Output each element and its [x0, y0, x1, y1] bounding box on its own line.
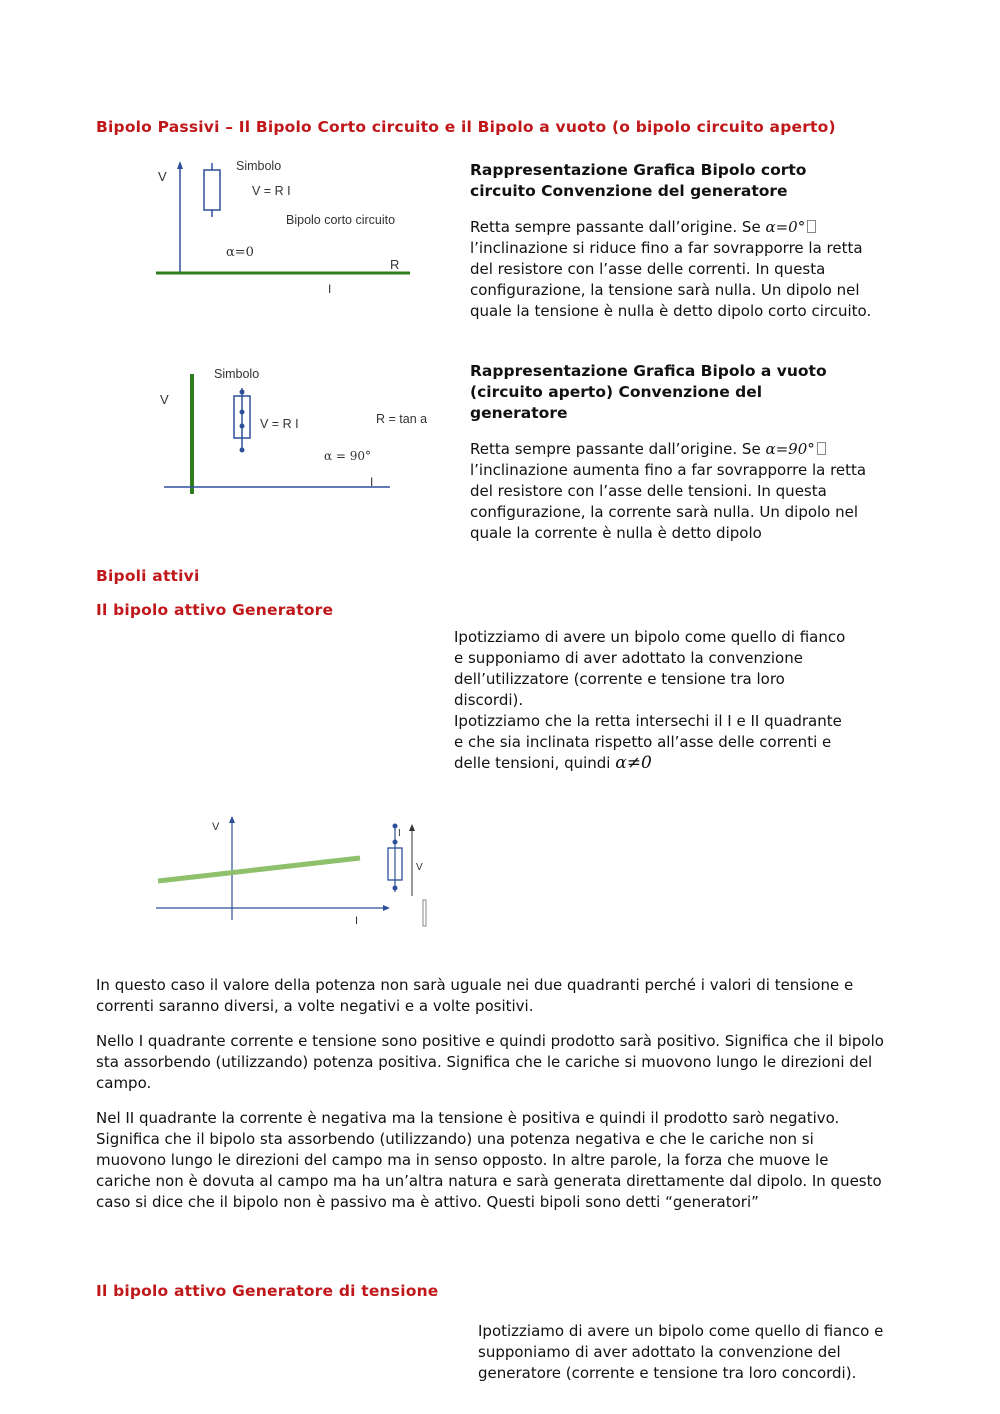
bipolo-name-label: Bipolo corto circuito	[286, 213, 396, 227]
i-label: I	[328, 282, 332, 296]
paragraph-2: Nello I quadrante corrente e tensione sono positive e quindi prodotto sarà positivo. Significa che il bipolo sta assorbendo (utilizzando) potenza positiva. Significa che le cariche si muovono lungo le direzioni del campo.	[96, 1032, 884, 1092]
v-label: V	[160, 392, 169, 407]
generator-math: α≠0	[615, 753, 652, 773]
alpha-label: α=0	[226, 245, 254, 260]
alpha-label: α = 90°	[324, 449, 372, 463]
generator-paragraph	[454, 627, 854, 774]
generator-text-1: Ipotizziamo di avere un bipolo come quello di fianco e supponiamo di aver adottato la convenzione dell’utilizzatore (corrente e tensione tra loro discordi).	[454, 628, 846, 709]
v-label: V	[212, 821, 220, 833]
paragraph-1: In questo caso il valore della potenza non sarà uguale nei due quadranti perché i valori di tensione e correnti saranno diversi, a volte negativi e a volte positivi.	[96, 976, 854, 1015]
bipole-v-label: V	[416, 862, 423, 873]
sec2-text-pre: Retta sempre passante dall’origine. Se	[470, 440, 761, 458]
formula-label: V = R I	[260, 417, 299, 431]
sec1-text-pre: Retta sempre passante dall’origine. Se	[470, 218, 761, 236]
i-label: I	[355, 915, 359, 927]
simbolo-label: Simbolo	[214, 367, 260, 381]
heading-bipoli-attivi: Bipoli attivi	[96, 567, 200, 585]
heading-generatore-tensione: Il bipolo attivo Generatore di tensione	[96, 1282, 439, 1300]
v-label: V	[158, 169, 167, 184]
resistor-symbol	[204, 170, 220, 210]
sec1-text-post: l’inclinazione si riduce fino a far sovrapporre la retta del resistore con l’asse delle correnti. In questa configurazione, la tensione sarà nulla. Un dipolo nel quale la tensione è nulla è detto dipolo corto circuito.	[470, 239, 872, 320]
sec2-math: α=90°	[765, 440, 815, 458]
bipole-i-label: I	[398, 828, 401, 839]
sec2-title: Rappresentazione Grafica Bipolo a vuoto (circuito aperto) Convenzione del generatore	[470, 362, 827, 422]
r-tan-label: R = tan a	[376, 412, 428, 426]
short-circuit-graph	[150, 155, 420, 300]
r-label: R	[390, 257, 400, 272]
generator-graph	[150, 810, 440, 935]
i-label: I	[370, 475, 374, 489]
missing-glyph-icon	[807, 220, 816, 233]
main-heading: Bipolo Passivi – Il Bipolo Corto circuito e il Bipolo a vuoto (o bipolo circuito aperto)	[96, 118, 836, 136]
generator-text-2: Ipotizziamo che la retta intersechi il I e II quadrante e che sia inclinata rispetto all’asse delle correnti e delle tensioni, quindi α≠0	[454, 712, 842, 773]
sec2-paragraph	[470, 439, 890, 545]
sec1-math: α=0°	[765, 218, 806, 236]
formula-label: V = R I	[252, 184, 291, 198]
sec2-text-post: l’inclinazione aumenta fino a far sovrapporre la retta del resistore con l’asse delle tensioni. In questa configurazione, la corrente sarà nulla. Un dipolo nel quale la corrente è nulla è detto dipolo	[470, 461, 867, 542]
v-axis-arrow	[177, 161, 183, 169]
missing-glyph-icon	[817, 442, 826, 455]
paragraph-3: Nel II quadrante la corrente è negativa ma la tensione è positiva e quindi il prodotto sarò negativo. Significa che il bipolo sta assorbendo (utilizzando) una potenza negativa e che le cariche non si muovono lungo le direzioni del campo ma in senso opposto. In altre parole, la forza che muove le cariche non è dovuta al campo ma ha un’altra natura e sarà generata direttamente dal dipolo. In questo caso si dice che il bipolo non è passivo ma è attivo. Questi bipoli sono detti “generatori”	[96, 1109, 882, 1211]
characteristic-line	[158, 858, 360, 881]
sec1-paragraph	[470, 217, 890, 322]
tension-paragraph: Ipotizziamo di avere un bipolo come quello di fianco e supponiamo di aver adottato la convenzione del generatore (corrente e tensione tra loro concordi).	[478, 1322, 884, 1382]
open-circuit-graph	[150, 362, 440, 502]
simbolo-label: Simbolo	[236, 159, 282, 173]
heading-generatore: Il bipolo attivo Generatore	[96, 601, 334, 619]
sec1-title: Rappresentazione Grafica Bipolo corto circuito Convenzione del generatore	[470, 161, 807, 200]
